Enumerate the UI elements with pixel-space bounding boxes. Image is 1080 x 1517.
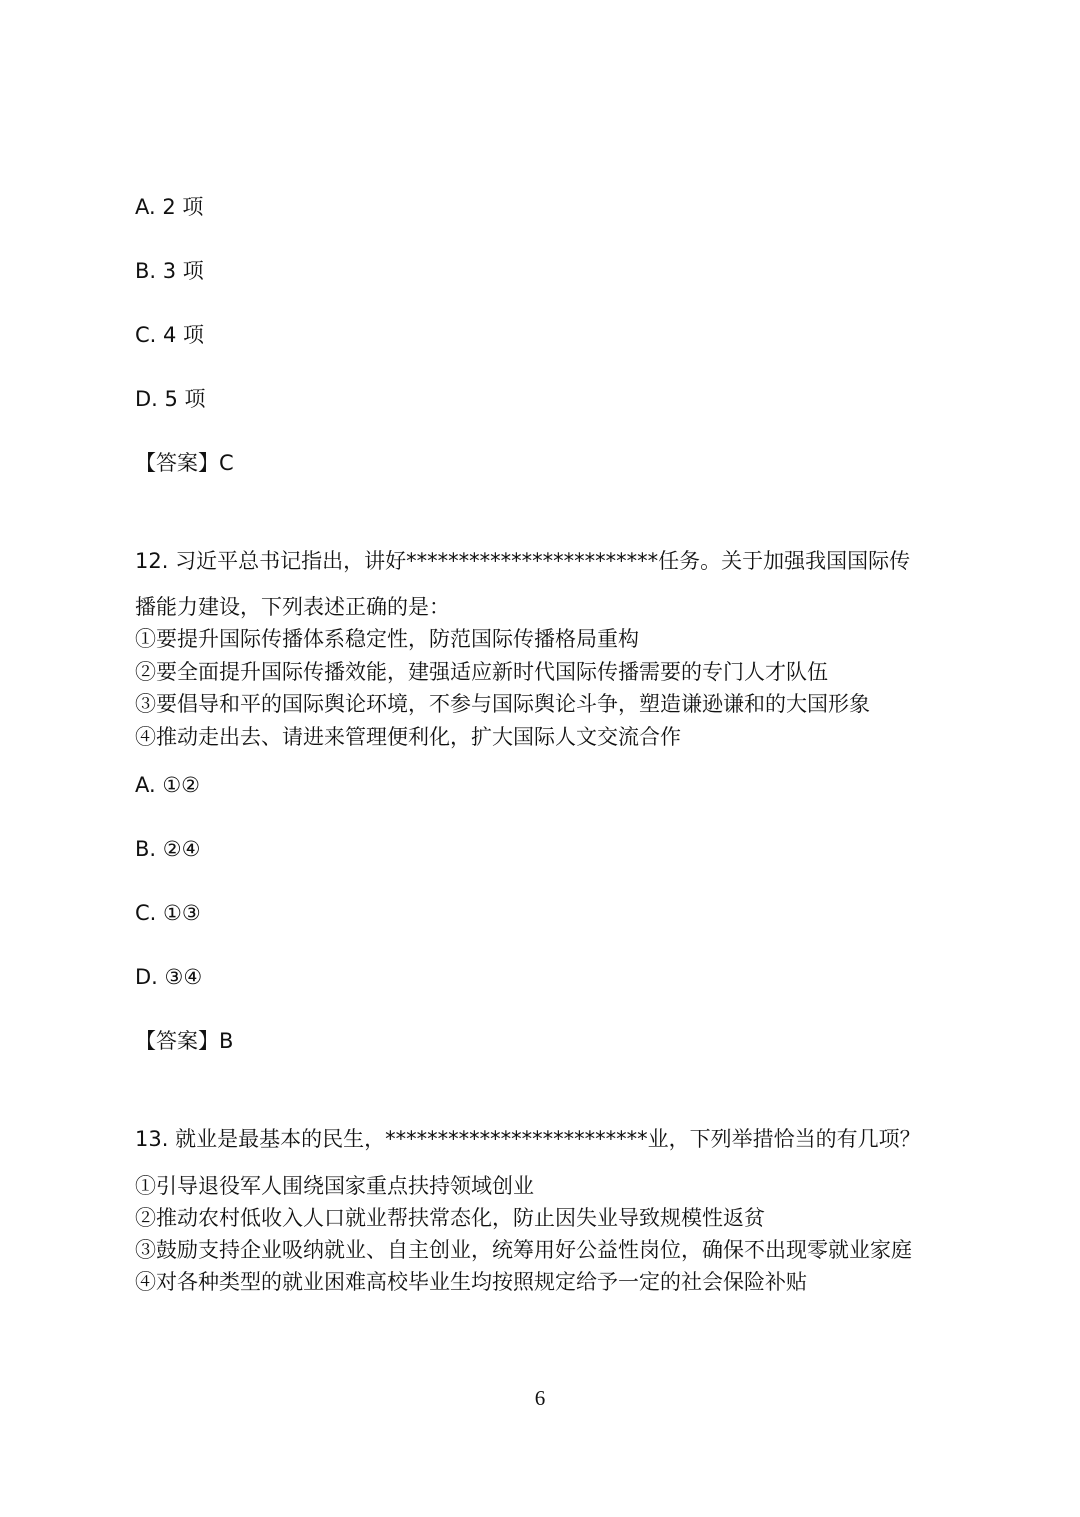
q12-option-b: B. ②④ [135, 837, 201, 861]
q13-statement-3: ③鼓励支持企业吸纳就业、自主创业，统筹用好公益性岗位，确保不出现零就业家庭 [135, 1238, 912, 1262]
q13-stem-line1: 13. 就业是最基本的民生，*************************业，下列举措恰当的有几项？ [135, 1127, 921, 1151]
q11-option-c: C. 4 项 [135, 323, 205, 347]
page-number: 6 [534, 1386, 546, 1410]
q12-statement-1: ①要提升国际传播体系稳定性，防范国际传播格局重构 [135, 627, 639, 651]
q11-option-b: B. 3 项 [135, 259, 204, 283]
q12-option-c: C. ①③ [135, 901, 201, 925]
q13-statement-2: ②推动农村低收入人口就业帮扶常态化，防止因失业导致规模性返贫 [135, 1206, 765, 1230]
q12-stem-line1: 12. 习近平总书记指出，讲好************************任务。关于加强我国国际传 [135, 549, 911, 573]
q12-statement-2: ②要全面提升国际传播效能，建强适应新时代国际传播需要的专门人才队伍 [135, 660, 828, 684]
q12-answer: 【答案】B [135, 1029, 234, 1053]
q12-option-a: A. ①② [135, 773, 200, 797]
q11-answer: 【答案】C [135, 451, 234, 475]
q13-statement-1: ①引导退役军人围绕国家重点扶持领域创业 [135, 1174, 534, 1198]
q13-statement-4: ④对各种类型的就业困难高校毕业生均按照规定给予一定的社会保险补贴 [135, 1270, 807, 1294]
q12-stem-line2: 播能力建设，下列表述正确的是： [135, 595, 450, 619]
q12-option-d: D. ③④ [135, 965, 203, 989]
q12-statement-4: ④推动走出去、请进来管理便利化，扩大国际人文交流合作 [135, 725, 681, 749]
q11-option-d: D. 5 项 [135, 387, 206, 411]
q12-statement-3: ③要倡导和平的国际舆论环境，不参与国际舆论斗争，塑造谦逊谦和的大国形象 [135, 692, 870, 716]
q11-option-a: A. 2 项 [135, 195, 204, 219]
